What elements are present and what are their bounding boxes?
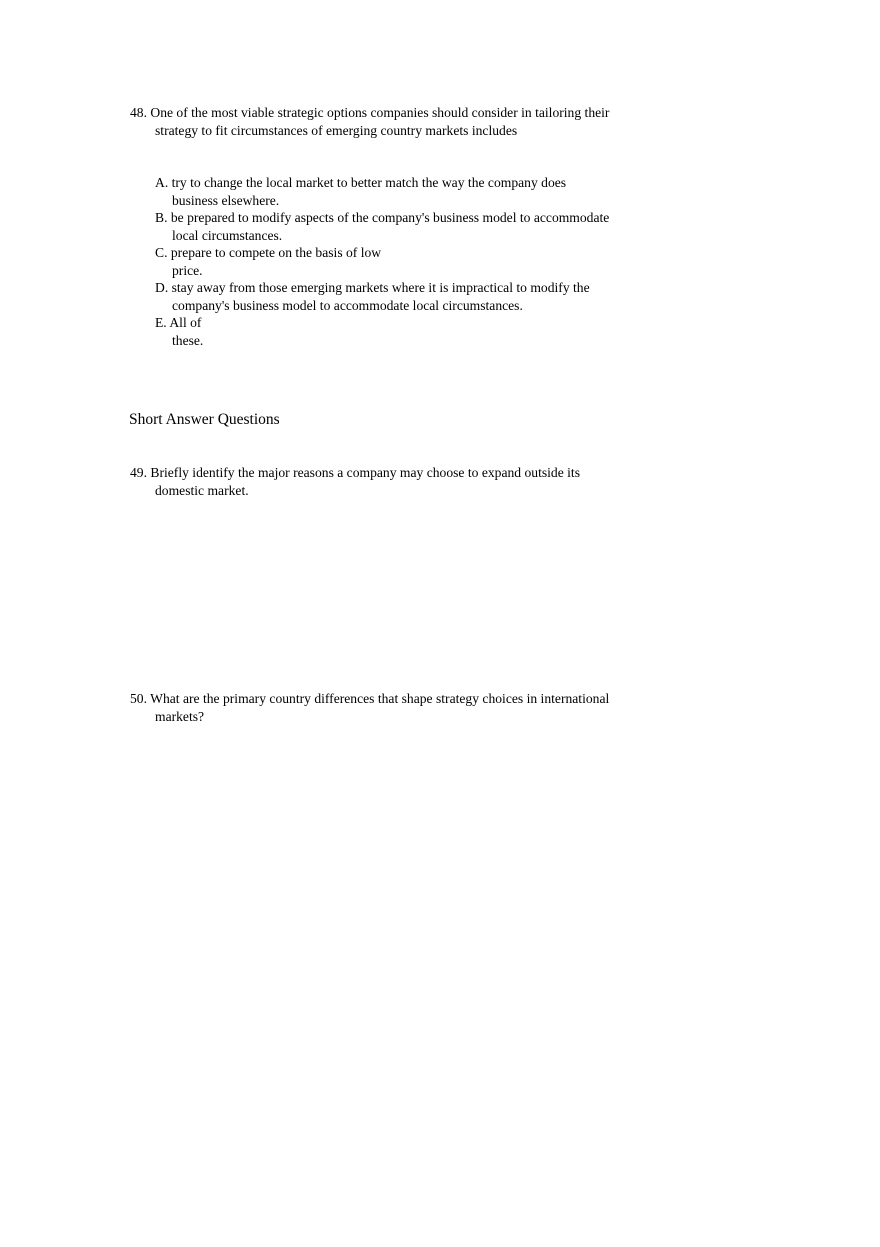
option-c-line1: C. prepare to compete on the basis of low bbox=[155, 245, 382, 260]
question-48-options bbox=[155, 174, 650, 349]
question-49-text-line1: 49. Briefly identify the major reasons a company may choose to expand outside its bbox=[130, 465, 580, 480]
option-e bbox=[155, 314, 650, 349]
question-49 bbox=[130, 464, 650, 499]
option-b bbox=[155, 209, 650, 244]
option-c-line2: price. bbox=[172, 262, 203, 278]
question-49-text-line2: domestic market. bbox=[155, 482, 249, 498]
option-a-line2: business elsewhere. bbox=[172, 192, 280, 208]
option-d-line1: D. stay away from those emerging markets where it is impractical to modify the bbox=[155, 280, 590, 295]
option-b-line2: local circumstances. bbox=[172, 227, 283, 243]
question-48-text-line2: strategy to fit circumstances of emerging country markets includes bbox=[155, 122, 518, 138]
option-a-line1: A. try to change the local market to better match the way the company does bbox=[155, 175, 567, 190]
question-50-text-line1: 50. What are the primary country differences that shape strategy choices in international bbox=[130, 691, 610, 706]
option-d-line2: company's business model to accommodate local circumstances. bbox=[172, 297, 523, 313]
option-d bbox=[155, 279, 650, 314]
option-c bbox=[155, 244, 650, 279]
option-e-line2: these. bbox=[172, 332, 204, 348]
question-50-text-line2: markets? bbox=[155, 708, 205, 724]
option-e-line1: E. All of bbox=[155, 315, 202, 330]
option-a bbox=[155, 174, 650, 209]
question-48-text-line1: 48. One of the most viable strategic options companies should consider in tailoring their bbox=[130, 105, 610, 120]
option-b-line1: B. be prepared to modify aspects of the company's business model to accommodate bbox=[155, 210, 610, 225]
section-title: Short Answer Questions bbox=[129, 411, 280, 428]
question-48 bbox=[130, 104, 650, 139]
question-50 bbox=[130, 690, 650, 725]
